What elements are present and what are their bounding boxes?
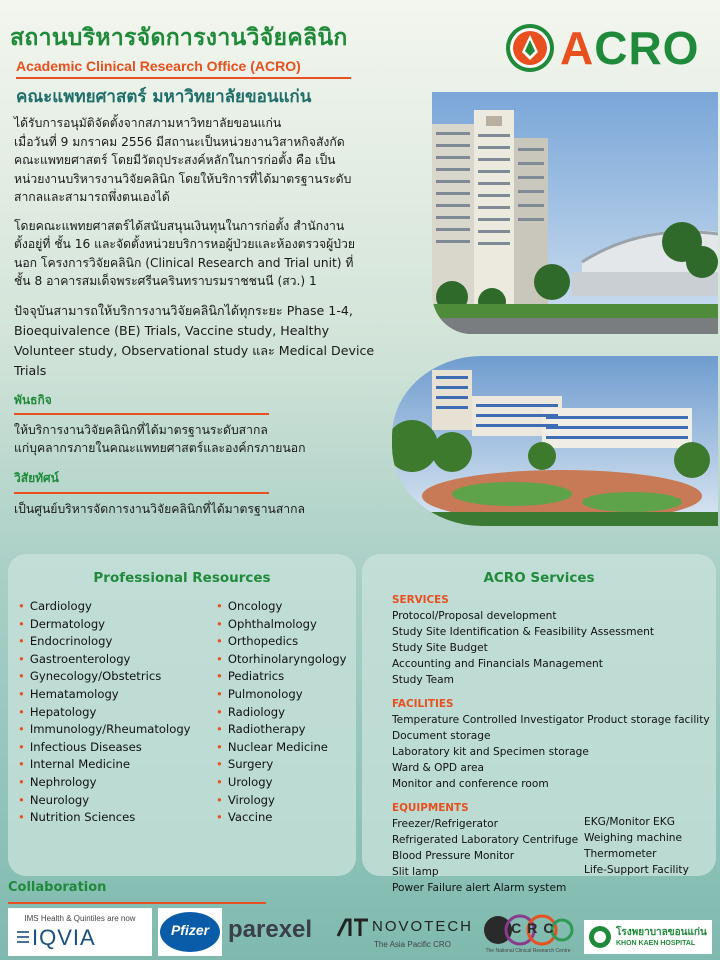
text-line: สากลและสามารถพึ่งตนเองได้ [14,190,170,204]
text-line: โดยคณะแพทยศาสตร์ได้สนับสนุนเงินทุนในการก่อตั้ง สำนักงาน [14,218,345,233]
novotech-tagline: The Asia Pacific CRO [374,940,451,949]
list-item: • Dermatology [18,616,191,634]
list-item: • Otorhinolaryngology [216,651,346,669]
partner-logos [0,904,720,960]
list-item: • Ophthalmology [216,616,346,634]
acro-logo [504,20,716,78]
vision-text: เป็นศูนย์บริหารจัดการงานวิจัยคลินิกที่ได้มาตรฐานสากล [14,501,306,516]
iqvia-logo [8,908,152,956]
equipments-column-2 [584,814,689,878]
ncrc-wordmark: nCRC [496,920,560,936]
list-item: Study Site Identification & Feasibility Assessment [392,626,654,638]
list-item: • Gynecology/Obstetrics [18,668,191,686]
list-item: • Internal Medicine [18,756,191,774]
header [10,20,420,110]
facilities-section [392,696,710,792]
list-item: • Orthopedics [216,633,346,651]
list-item: Refrigerated Laboratory Centrifuge [392,834,579,846]
list-item: • Nuclear Medicine [216,739,346,757]
text-line: นอก โครงการวิจัยคลินิก (Clinical Research and Trial unit) ที่ [14,255,354,270]
equipments-heading: EQUIPMENTS [392,802,469,814]
hospital-name-thai: โรงพยาบาลขอนแก่น [616,927,707,938]
collaboration-heading: Collaboration [8,880,107,895]
acro-letter-a: A [560,22,595,74]
list-item: EKG/Monitor EKG [584,816,675,828]
list-item: Ward & OPD area [392,762,485,774]
services-heading: SERVICES [392,594,449,606]
resources-column-2 [216,598,346,827]
list-item: • Virology [216,792,346,810]
text-line: ตั้งอยู่ที่ ชั้น 16 และจัดตั้งหน่วยบริการหอผู้ป่วยและห้องตรวจผู้ป่วย [14,237,355,251]
text-line: ให้บริการงานวิจัยคลินิกที่ได้มาตรฐานระดับสากล [14,423,268,437]
list-item: • Neurology [18,792,191,810]
text-line: ปัจจุบันสามารถให้บริการงานวิจัยคลินิกได้ทุกระยะ Phase 1-4, [14,302,353,318]
list-item: • Infectious Diseases [18,739,191,757]
hospital-name-english: KHON KAEN HOSPITAL [616,940,696,947]
text-line: ได้รับการอนุมัติจัดตั้งจากสภามหาวิทยาลัยขอนแก่น [14,116,282,130]
list-item: • Oncology [216,598,346,616]
title-divider [16,77,351,79]
resources-column-1 [18,598,191,827]
text-line: Bioequivalence (BE) Trials, Vaccine study, Healthy [14,322,330,338]
ncrc-tagline: The National Clinical Research Centre [485,948,571,954]
list-item: Weighing machine [584,832,683,844]
list-item: Slit lamp [392,866,439,878]
parexel-logo [226,908,330,956]
acro-wordmark [560,20,699,76]
text-line: คณะแพทยศาสตร์ โดยมีวัตถุประสงค์หลักในการก่อตั้ง คือ เป็น [14,153,336,167]
intro-paragraph-1 [14,114,390,207]
hospital-tower-photo [432,92,718,334]
iqvia-wordmark: IQVIA [32,925,96,950]
novotech-mark-icon [336,918,370,938]
list-item: Temperature Controlled Investigator Product storage facility [392,714,710,726]
list-item: • Radiology [216,704,346,722]
introduction-text [14,114,390,518]
resources-title: Professional Resources [93,570,271,586]
list-item: • Nutrition Sciences [18,809,191,827]
list-item: Study Team [392,674,454,686]
ncrc-logo [480,908,576,956]
list-item: • Pediatrics [216,668,346,686]
campus-aerial-photo [392,356,718,526]
acro-services-panel [362,554,716,894]
list-item: Blood Pressure Monitor [392,850,515,862]
mission-heading: พันธกิจ [14,392,52,407]
facilities-heading: FACILITIES [392,698,454,710]
list-item: Life-Support Facility [584,864,689,876]
list-item: • Cardiology [18,598,191,616]
title-thai: สถานบริหารจัดการงานวิจัยคลินิก [10,25,348,51]
mission-divider [14,413,269,415]
list-item: Laboratory kit and Specimen storage [392,746,589,758]
services-title: ACRO Services [483,570,595,586]
intro-paragraph-2 [14,217,390,291]
equipments-section [392,800,578,896]
novotech-logo [334,908,476,956]
text-line: เมื่อวันที่ 9 มกราคม 2556 มีสถานะเป็นหน่วยงานวิสาหกิจสังกัด [14,134,345,149]
list-item: • Vaccine [216,809,346,827]
text-line: แก่บุคลากรภายในคณะแพทยศาสตร์และองค์กรภายนอก [14,441,306,455]
services-section [392,592,654,688]
list-item: • Gastroenterology [18,651,191,669]
list-item: • Pulmonology [216,686,346,704]
list-item: Study Site Budget [392,642,488,654]
list-item: • Hematamology [18,686,191,704]
pfizer-logo [158,908,222,956]
list-item: Power Failure alert Alarm system [392,882,567,894]
list-item: • Nephrology [18,774,191,792]
iqvia-mark-icon [16,930,30,944]
intro-paragraph-3 [14,301,390,381]
list-item: Protocol/Proposal development [392,610,557,622]
list-item: • Surgery [216,756,346,774]
text-line: Volunteer study, Observational study และ Medical Device [14,342,375,358]
text-line: ชั้น 8 อาคารสมเด็จพระศรีนครินทราบรมราชชนนี (สว.) 1 [14,274,317,288]
parexel-wordmark: parexel [228,916,313,943]
title-english: Academic Clinical Research Office (ACRO) [16,58,301,74]
hospital-seal-icon [588,925,612,949]
mission-text [14,421,390,457]
list-item: Document storage [392,730,491,742]
list-item: • Hepatology [18,704,191,722]
list-item: Thermometer [584,848,657,860]
text-line: หน่วยงานบริหารงานวิจัยคลินิก โดยให้บริการที่ได้มาตรฐานระดับ [14,171,352,186]
text-line: Trials [14,362,47,378]
khon-kaen-hospital-logo [584,920,712,954]
list-item: • Endocrinology [18,633,191,651]
acro-letters-cro: CRO [594,22,700,74]
professional-resources-panel [8,554,356,876]
list-item: Accounting and Financials Management [392,658,603,670]
list-item: Freezer/Refrigerator [392,818,498,830]
list-item: • Immunology/Rheumatology [18,721,191,739]
iqvia-note: IMS Health & Quintiles are now [24,914,136,923]
vision-divider [14,492,269,494]
faculty-seal-icon [504,22,556,74]
faculty-subtitle: คณะแพทยศาสตร์ มหาวิทยาลัยขอนแก่น [16,87,312,107]
pfizer-wordmark: Pfizer [170,922,210,938]
vision-heading: วิสัยทัศน์ [14,471,59,485]
list-item: • Urology [216,774,346,792]
list-item: Monitor and conference room [392,778,549,790]
list-item: • Radiotherapy [216,721,346,739]
novotech-wordmark: NOVOTECH [372,918,474,935]
